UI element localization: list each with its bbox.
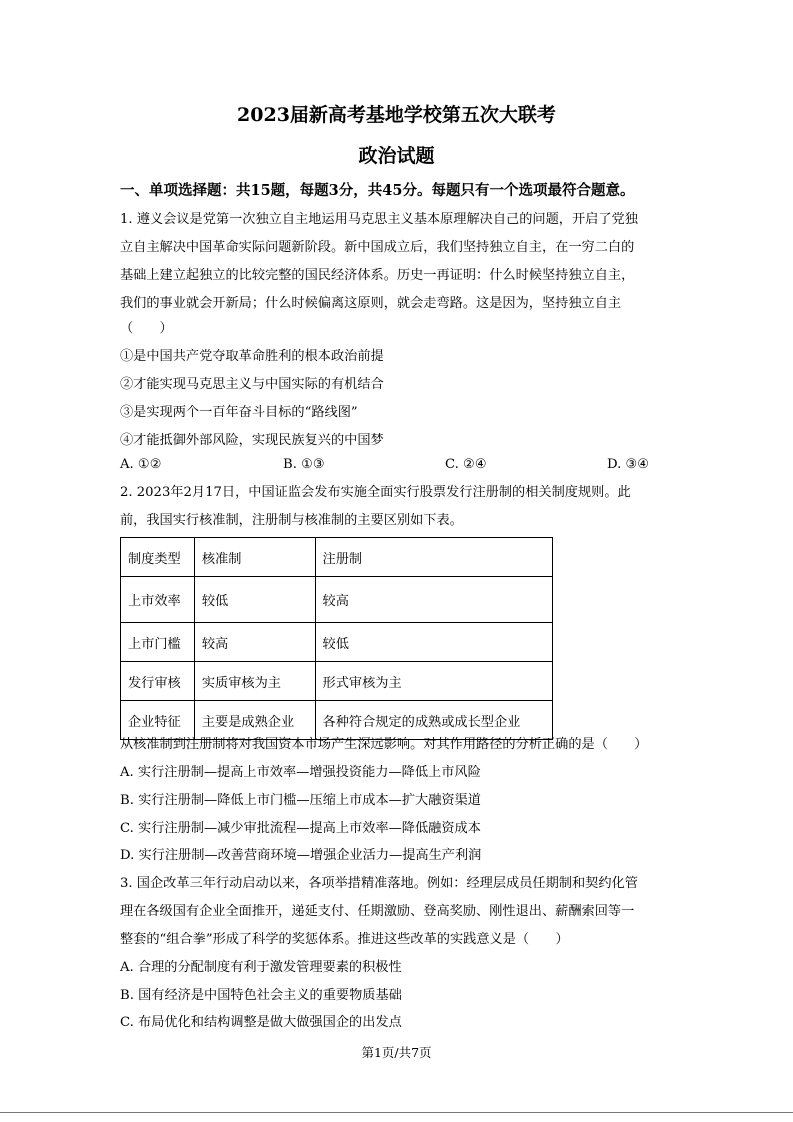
table-cell: 注册制 [315,538,552,577]
q3-line: 理在各级国有企业全面推开，递延支付、任期激励、登高奖励、刚性退出、薪酬索回等一 [120,904,635,919]
q3-line: 3. 国企改革三年行动启动以来，各项举措精准落地。例如：经理层成员任期制和契约化管 [120,876,638,891]
table-cell: 较低 [315,623,552,662]
q1-statement: ①是中国共产党夺取革命胜利的根本政治前提 [120,349,384,364]
table-row [121,701,553,740]
table-row [121,662,553,701]
section-heading: 一、单项选择题：共15题，每题3分，共45分。每题只有一个选项最符合题意。 [120,182,635,199]
table-cell: 上市效率 [121,577,195,623]
table-cell: 较高 [315,577,552,623]
q1-statement: ②才能实现马克思主义与中国实际的有机结合 [120,377,384,392]
q2-option-a: A. 实行注册制—提高上市效率—增强投资能力—降低上市风险 [120,765,481,780]
q1-statement: ④才能抵御外部风险，实现民族复兴的中国梦 [120,433,384,448]
q1-option-d: D. ③④ [607,457,650,472]
q1-answer-blank: （ ） [120,321,173,336]
q3-option-a: A. 合理的分配制度有利于激发管理要素的积极性 [120,960,402,975]
q1-line: 1. 遵义会议是党第一次独立自主地运用马克思主义基本原理解决自己的问题，开启了党独 [120,212,638,227]
table-row [121,623,553,662]
q1-line: 基础上建立起独立的比较完整的国民经济体系。历史一再证明：什么时候坚持独立自主， [120,268,635,283]
table-cell: 实质审核为主 [194,662,315,701]
table-row [121,538,553,577]
table-row [121,577,553,623]
q1-option-c: C. ②④ [445,457,487,472]
page-number: 第1页/共7页 [361,1045,432,1060]
q1-option-a: A. ①② [120,457,162,472]
table-cell: 发行审核 [121,662,195,701]
table-cell: 较高 [194,623,315,662]
exam-title: 2023届新高考基地学校第五次大联考 [237,104,556,126]
q2-option-c: C. 实行注册制—减少审批流程—提高上市效率—降低融资成本 [120,821,481,836]
table-cell: 核准制 [194,538,315,577]
table-cell: 主要是成熟企业 [194,701,315,740]
table-cell: 企业特征 [121,701,195,740]
q2-question: 从核准制到注册制将对我国资本市场产生深远影响。对其作用路径的分析正确的是（ ） [120,737,648,752]
q2-option-d: D. 实行注册制—改善营商环境—增强企业活力—提高生产利润 [120,848,482,863]
exam-subtitle: 政治试题 [358,145,435,167]
q3-option-c: C. 布局优化和结构调整是做大做强国企的出发点 [120,1015,402,1030]
page-divider [0,1112,793,1113]
q3-option-b: B. 国有经济是中国特色社会主义的重要物质基础 [120,988,402,1003]
q1-option-b: B. ①③ [283,457,325,472]
table-cell: 较低 [194,577,315,623]
table-cell: 上市门槛 [121,623,195,662]
q1-line: 立自主解决中国革命实际问题新阶段。新中国成立后，我们坚持独立自主，在一穷二白的 [120,240,635,255]
q3-line: 整套的“组合拳”形成了科学的奖惩体系。推进这些改革的实践意义是（ ） [120,932,569,947]
q1-statement: ③是实现两个一百年奋斗目标的“路线图” [120,405,358,420]
q2-option-b: B. 实行注册制—降低上市门槛—压缩上市成本—扩大融资渠道 [120,793,481,808]
table-cell: 制度类型 [121,538,195,577]
table-cell: 各种符合规定的成熟或成长型企业 [315,701,552,740]
q2-intro-line: 前，我国实行核准制，注册制与核准制的主要区别如下表。 [120,513,463,528]
q2-intro-line: 2. 2023年2月17日，中国证监会发布实施全面实行股票发行注册制的相关制度规则。此 [120,485,631,500]
q1-line: 我们的事业就会开新局；什么时候偏离这原则，就会走弯路。这是因为，坚持独立自主 [120,296,622,311]
comparison-table [120,537,553,740]
table-cell: 形式审核为主 [315,662,552,701]
